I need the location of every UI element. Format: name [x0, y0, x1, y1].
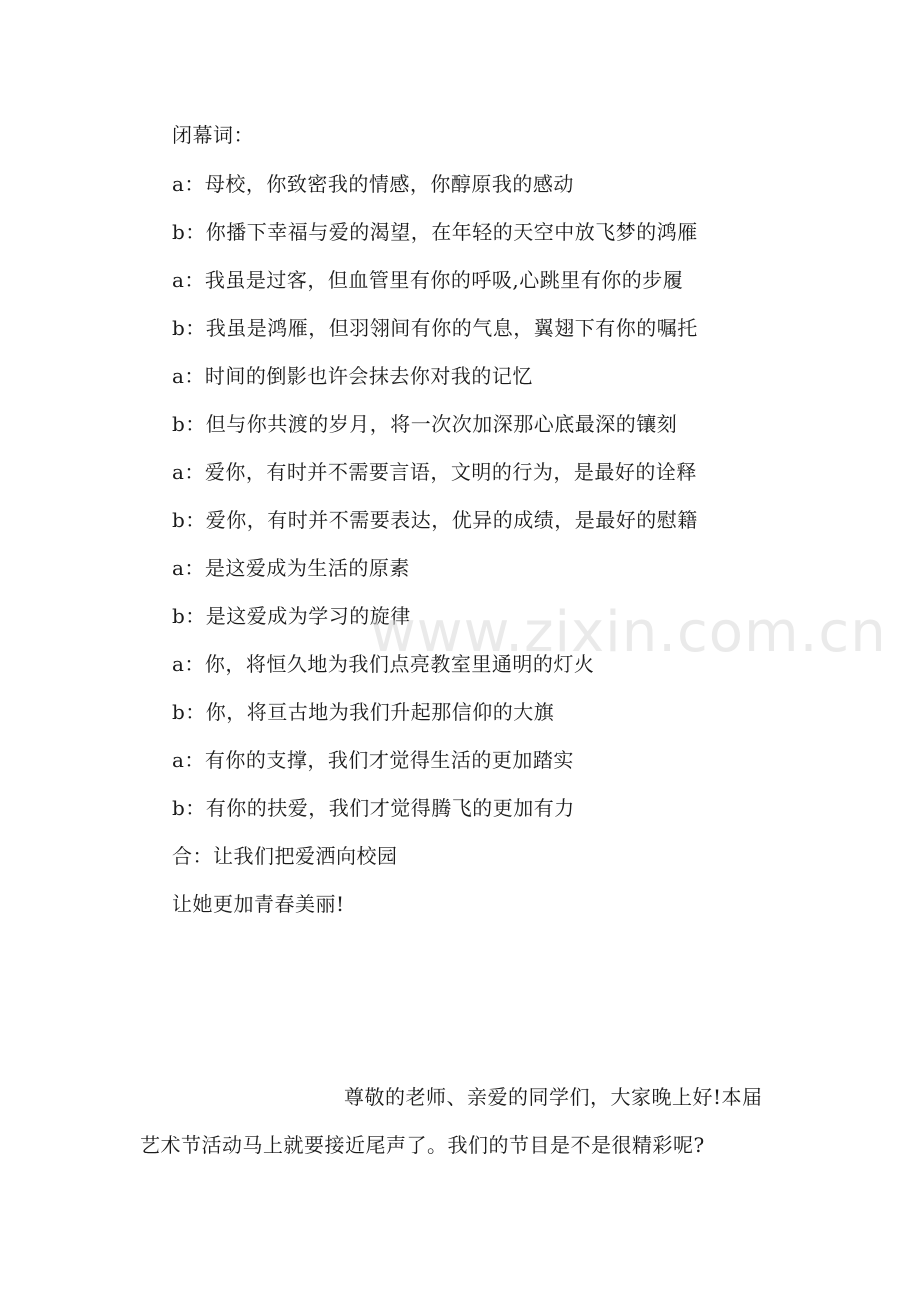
paragraph-line: 艺术节活动马上就要接近尾声了。我们的节目是不是很精彩呢? [140, 1133, 705, 1157]
dialogue-line: a：你，将恒久地为我们点亮教室里通明的灯火 [172, 652, 595, 676]
document-title: 闭幕词： [172, 123, 254, 147]
dialogue-line: a：爱你，有时并不需要言语，文明的行为，是最好的诠释 [172, 460, 697, 484]
dialogue-line: 让她更加青春美丽! [172, 892, 345, 916]
dialogue-line: b：但与你共渡的岁月，将一次次加深那心底最深的镶刻 [172, 412, 678, 436]
dialogue-line: a：我虽是过客，但血管里有你的呼吸,心跳里有你的步履 [172, 268, 684, 292]
dialogue-line: b：你播下幸福与爱的渴望，在年轻的天空中放飞梦的鸿雁 [172, 220, 698, 244]
dialogue-line: a：有你的支撑，我们才觉得生活的更加踏实 [172, 748, 574, 772]
dialogue-line: b：是这爱成为学习的旋律 [172, 604, 411, 628]
dialogue-line: 合：让我们把爱洒向校园 [172, 844, 398, 868]
dialogue-line: a：时间的倒影也许会抹去你对我的记忆 [172, 364, 533, 388]
dialogue-line: b：我虽是鸿雁，但羽翎间有你的气息，翼翅下有你的嘱托 [172, 316, 698, 340]
paragraph-line: 尊敬的老师、亲爱的同学们，大家晚上好!本届 [344, 1085, 763, 1109]
dialogue-line: a：母校，你致密我的情感，你醇原我的感动 [172, 172, 574, 196]
dialogue-line: b：有你的扶爱，我们才觉得腾飞的更加有力 [172, 796, 575, 820]
watermark: www.zixin.com.cn [370, 600, 887, 665]
dialogue-line: b：爱你，有时并不需要表达，优异的成绩，是最好的慰籍 [172, 508, 698, 532]
dialogue-line: b：你，将亘古地为我们升起那信仰的大旗 [172, 700, 555, 724]
dialogue-line: a：是这爱成为生活的原素 [172, 556, 410, 580]
